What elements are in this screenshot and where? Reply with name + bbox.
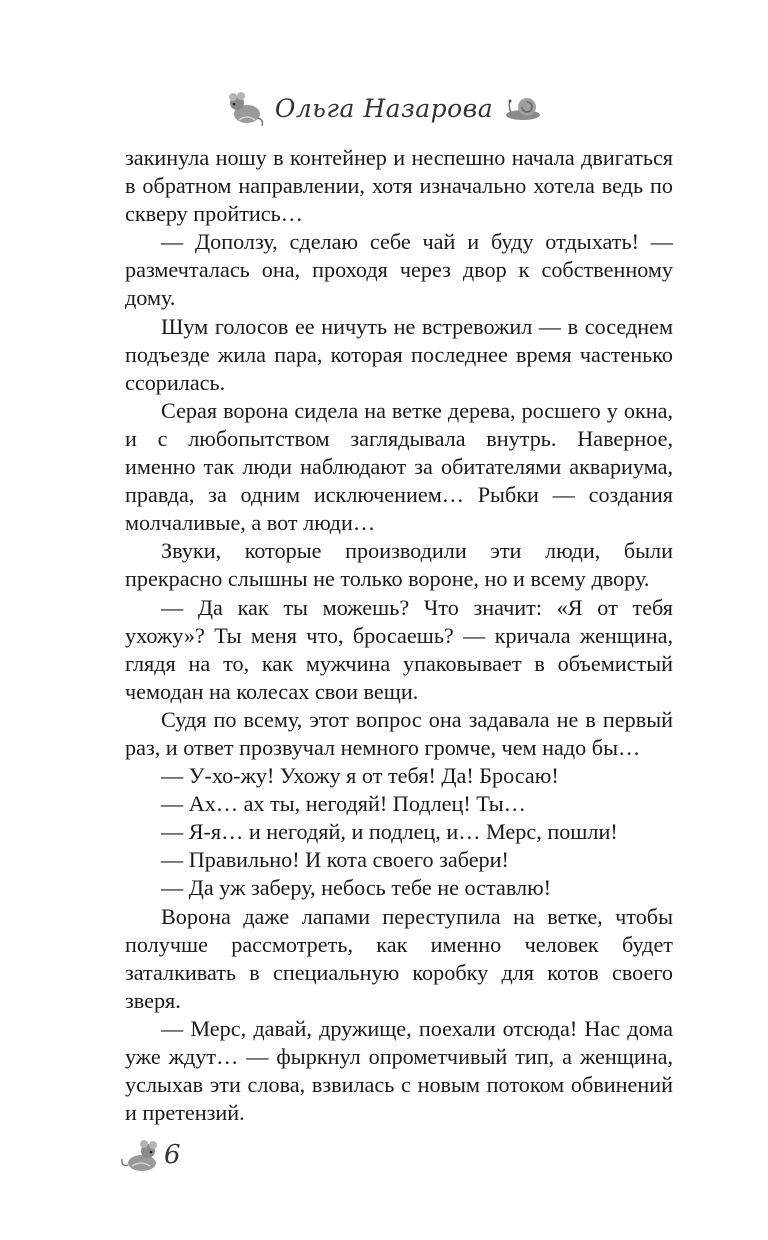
paragraph: — Ах… ах ты, негодяй! Подлец! Ты…	[161, 791, 526, 817]
page-number: 6	[164, 1140, 181, 1170]
paragraph: — Да уж заберу, небось тебе не оставлю!	[161, 875, 552, 901]
paragraph: Судя по всему, этот вопрос она задавала не в первый раз, и ответ прозвучал немного громче, чем надо бы…	[125, 706, 673, 760]
paragraph: — Я-я… и негодяй, и подлец, и… Мерс, пошли!	[161, 819, 618, 845]
author-name: Ольга Назарова	[274, 93, 494, 123]
paragraph: Ворона даже лапами переступила на ветке, чтобы получше рассмотреть, как именно человек будет заталкивать в специальную коробку для котов своего зверя.	[125, 903, 673, 1013]
body-text	[125, 144, 673, 1127]
page-footer	[118, 1130, 181, 1180]
paragraph: Шум голосов ее ничуть не встревожил — в соседнем подъезде жила пара, которая последнее время частенько ссорилась.	[125, 313, 673, 395]
snail-ornament-icon	[503, 93, 543, 123]
mouse-ornament-icon	[225, 88, 265, 128]
paragraph: — Мерс, давай, дружище, поехали отсюда! Нас дома уже ждут… — фыркнул опрометчивый тип, а женщина, услыхав эти слова, взвилась с новым потоком обвинений и претензий.	[125, 1015, 673, 1126]
paragraph: закинула ношу в контейнер и неспешно начала двигаться в обратном направлении, хотя изначально хотела ведь по скверу пройтись…	[125, 145, 673, 227]
paragraph: — Доползу, сделаю себе чай и буду отдыхать! — размечталась она, проходя через двор к собственному дому.	[125, 229, 673, 311]
paragraph: — Да как ты можешь? Что значит: «Я от тебя ухожу»? Ты меня что, бросаешь? — кричала женщина, глядя на то, как мужчина упаковывает в объемистый чемодан на колесах свои вещи.	[125, 594, 673, 704]
paragraph: — У-хо-жу! Ухожу я от тебя! Да! Бросаю!	[161, 763, 559, 789]
mouse-ornament-icon	[118, 1135, 158, 1175]
paragraph: — Правильно! И кота своего забери!	[161, 847, 509, 873]
paragraph: Звуки, которые производили эти люди, были прекрасно слышны не только вороне, но и всему двору.	[125, 538, 673, 592]
running-header	[0, 82, 768, 134]
paragraph: Серая ворона сидела на ветке дерева, росшего у окна, и с любопытством заглядывала внутрь. Наверное, именно так люди наблюдают за обитателями аквариума, правда, за одним исключением… Рыбки — создания молчаливые, а вот люди…	[125, 397, 673, 536]
